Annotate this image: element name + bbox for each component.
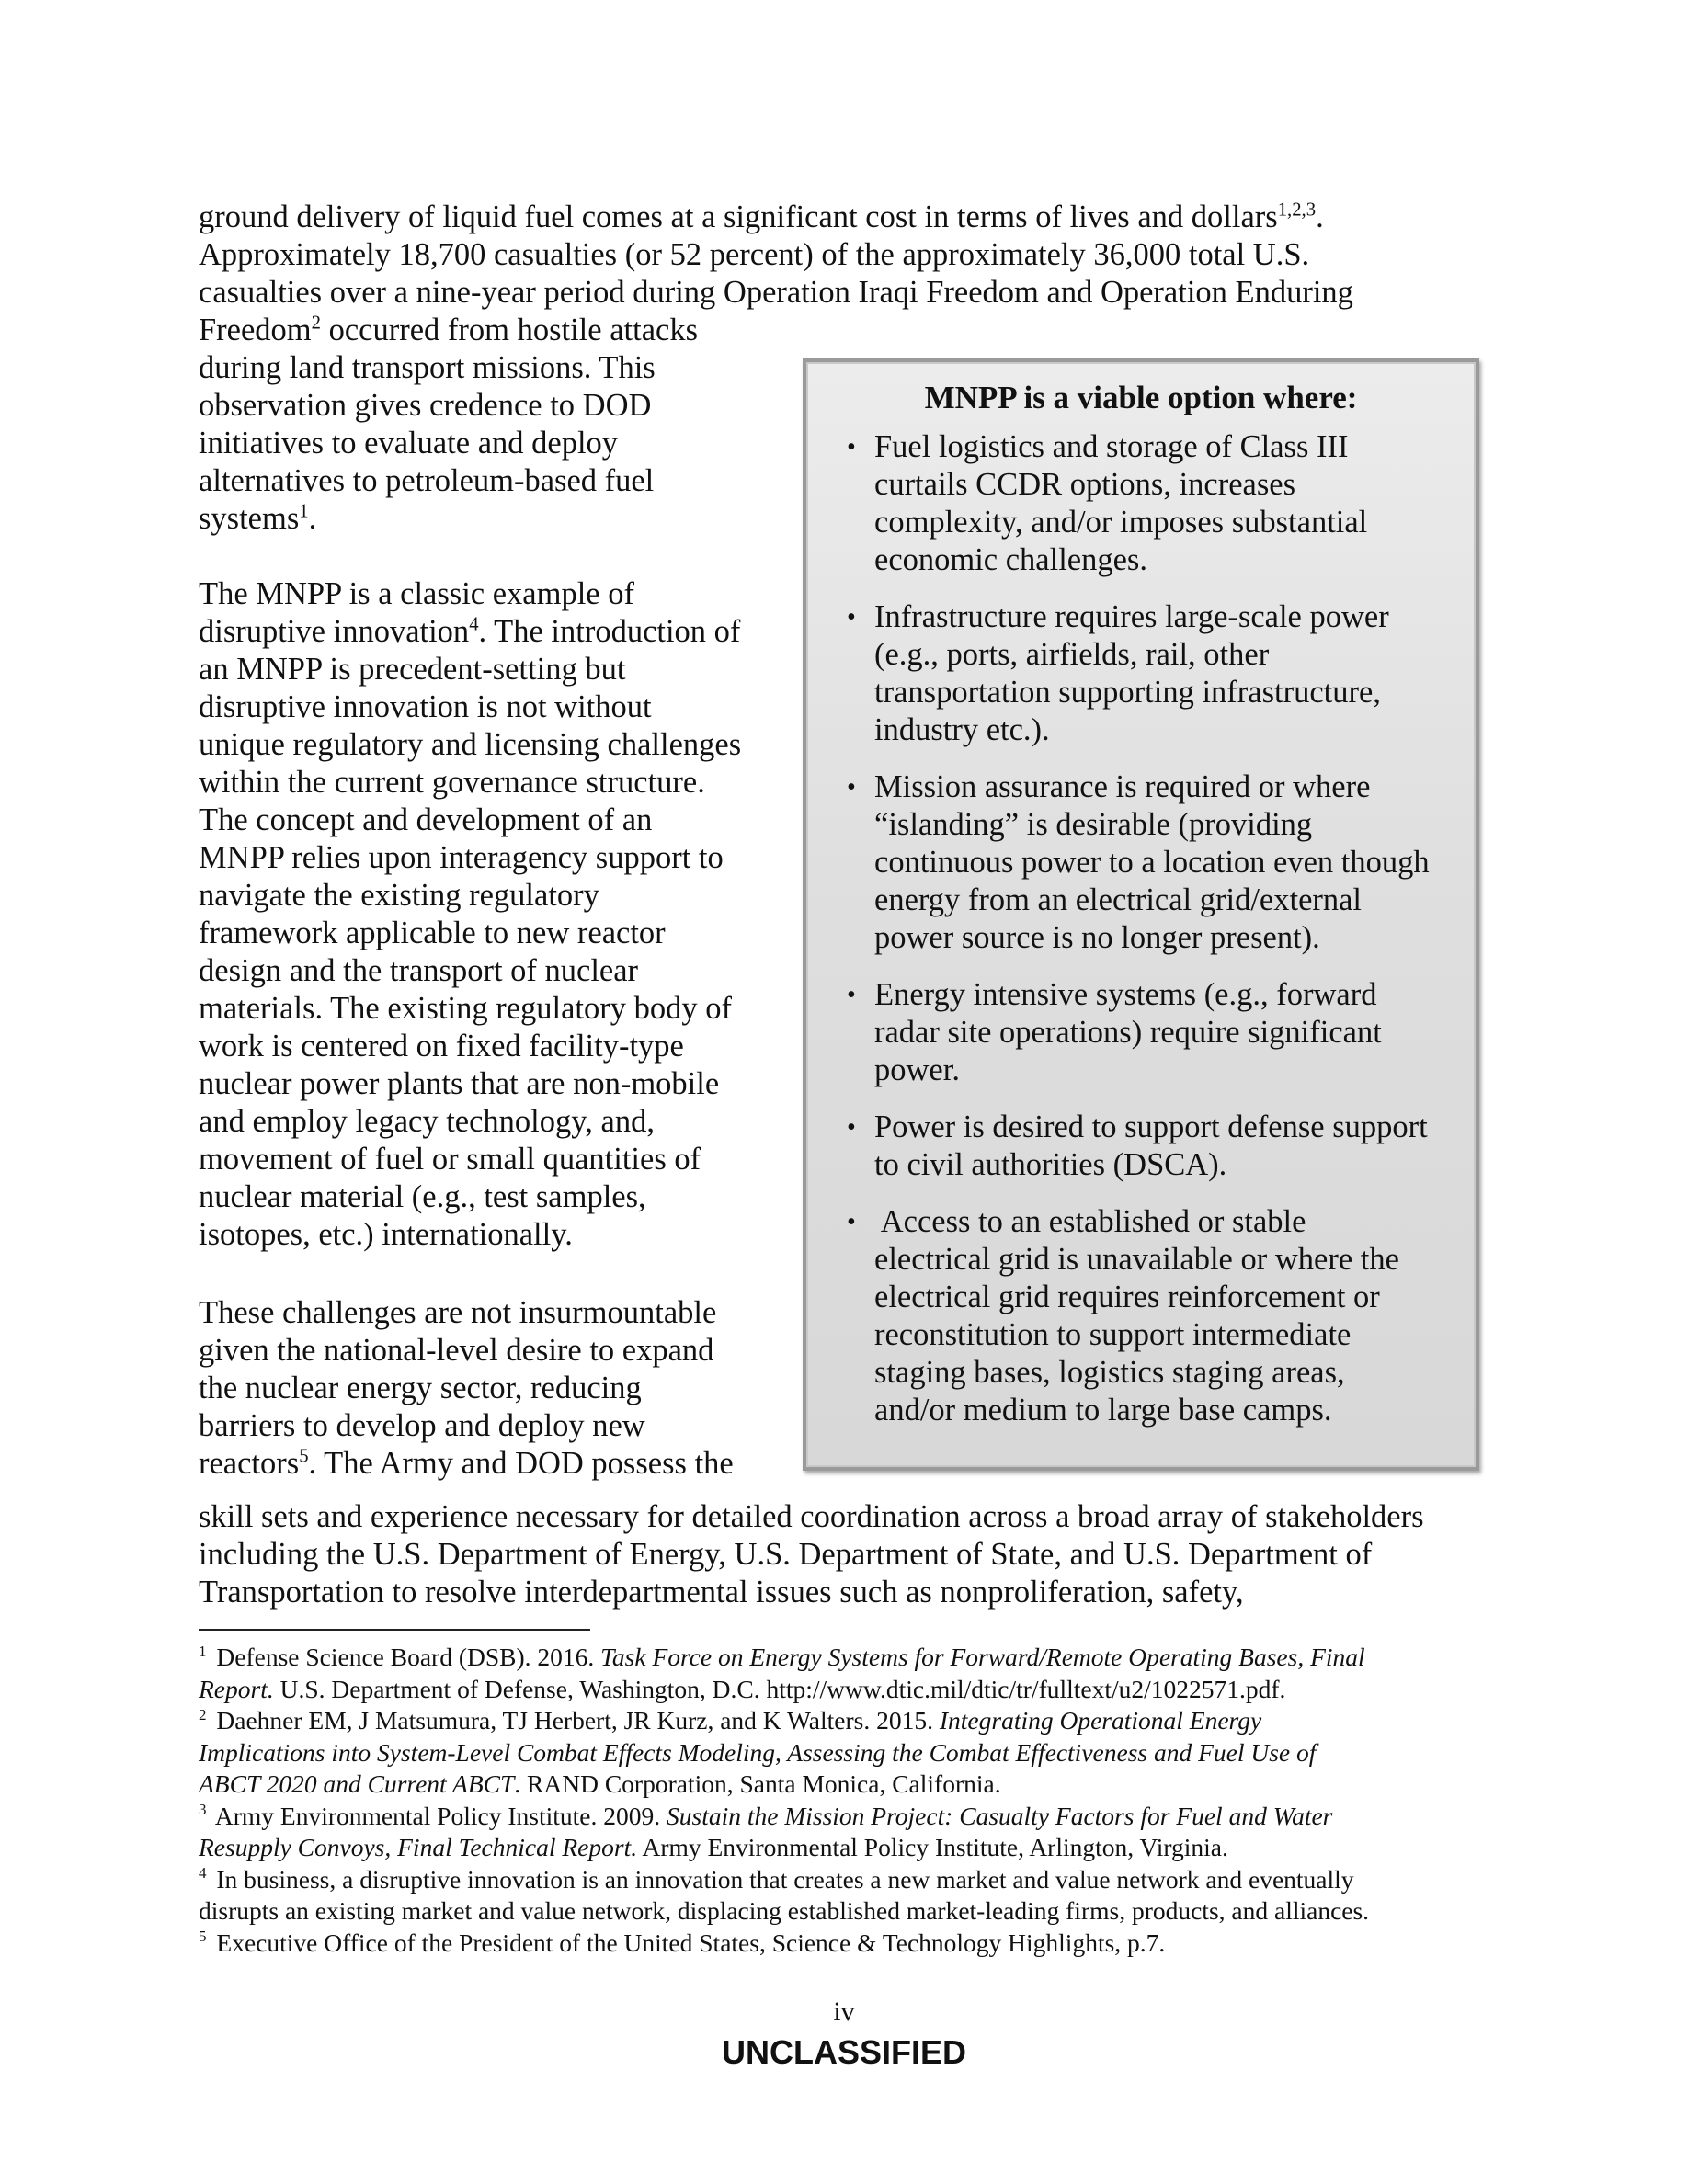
callout-bullet-mission-assurance: • Mission assurance is required or where “islanding” is desirable (providing continuous power to a location even though energy from an electrical grid/external power source is no longer present). xyxy=(847,769,1430,955)
footnote-3: $^3$ Army Environmental Policy Institute. 2009. Sustain the Mission Project: Casualty Factors for Fuel and Water Resupply Convoys, Final Technical Report. Army Environmental Policy Institute, Arlington, Virginia. xyxy=(199,1801,1333,1861)
callout-title: MNPP is a viable option where: xyxy=(924,380,1358,415)
bullet-icon: • xyxy=(847,433,856,461)
bullet-icon: • xyxy=(847,981,856,1009)
page-number: iv xyxy=(833,1996,855,2027)
footnote-5: $^5$ Executive Office of the President of the United States, Science & Technology Highlights, p.7. xyxy=(199,1928,1166,1957)
callout-bullet-fuel-logistics: • Fuel logistics and storage of Class III curtails CCDR options, increases complexity, and/or imposes substantial economic challenges. xyxy=(847,429,1368,577)
challenges-paragraph: These challenges are not insurmountable given the national-level desire to expand the nuclear energy sector, reducing barriers to develop and deploy new reactors$^5$. The Army and DOD possess the xyxy=(199,1295,734,1481)
callout-bullet-infrastructure: • Infrastructure requires large-scale power (e.g., ports, airfields, rail, other transportation supporting infrastructure, industry etc.). xyxy=(847,599,1389,747)
classification-marking: UNCLASSIFIED xyxy=(721,2033,966,2071)
callout-bullet-list xyxy=(806,428,1476,1449)
mnpp-callout-box xyxy=(803,358,1479,1471)
footnote-1: $^1$ Defense Science Board (DSB). 2016. Task Force on Energy Systems for Forward/Remote Operating Bases, Final Report. U.S. Department of Defense, Washington, D.C. http://www.dtic.mil/dtic/tr/fulltext/u2/1022571.pdf. xyxy=(199,1642,1365,1703)
bullet-icon: • xyxy=(847,1208,856,1236)
intro-paragraph-continued: during land transport missions. This observation gives credence to DOD initiatives to evaluate and deploy alternatives to petroleum-based fuel systems$^1$. xyxy=(199,350,656,536)
footnote-4: $^4$ In business, a disruptive innovation is an innovation that creates a new market and value network and eventually disrupts an existing market and value network, displacing established market-leading firms, products, and alliances. xyxy=(199,1864,1370,1925)
bullet-icon: • xyxy=(847,1113,856,1142)
challenges-paragraph-continued: skill sets and experience necessary for detailed coordination across a broad array of stakeholders including the U.S. Department of Energy, U.S. Department of State, and U.S. Department of Transportation to resolve interdepartmental issues such as nonproliferation, safety, xyxy=(199,1499,1424,1610)
footnotes xyxy=(199,1642,1504,1959)
bullet-icon: • xyxy=(847,603,856,631)
callout-bullet-energy-intensive: • Energy intensive systems (e.g., forward radar site operations) require significant power. xyxy=(847,977,1382,1087)
footnote-2: $^2$ Daehner EM, J Matsumura, TJ Herbert, JR Kurz, and K Walters. 2015. Integrating Operational Energy Implications into System-Level Combat Effects Modeling, Assessing the Combat Effectiveness and Fuel Use of ABCT 2020 and Current ABCT. RAND Corporation, Santa Monica, California. xyxy=(199,1705,1317,1798)
intro-paragraph: ground delivery of liquid fuel comes at a significant cost in terms of lives and dollars$^{1,2,3}$. Approximately 18,700 casualties (or 52 percent) of the approximately 36,000 total U.S. casualties over a nine-year period during Operation Iraqi Freedom and Operation Enduring Freedom$^2$ occurred from hostile attacks xyxy=(199,199,1353,347)
disruptive-innovation-paragraph: The MNPP is a classic example of disruptive innovation$^4$. The introduction of an MNPP is precedent-setting but disruptive innovation is not without unique regulatory and licensing challenges within the current governance structure. The concept and development of an MNPP relies upon interagency support to navigate the existing regulatory framework applicable to new reactor design and the transport of nuclear materials. The existing regulatory body of work is centered on fixed facility-type nuclear power plants that are non-mobile and employ legacy technology, and, movement of fuel or small quantities of nuclear material (e.g., test samples, isotopes, etc.) internationally. xyxy=(199,576,742,1252)
bullet-icon: • xyxy=(847,773,856,802)
callout-bullet-dsca: • Power is desired to support defense support to civil authorities (DSCA). xyxy=(847,1109,1428,1182)
footnote-divider xyxy=(199,1629,590,1631)
callout-bullet-electrical-grid: • Access to an established or stable electrical grid is unavailable or where the electrical grid requires reinforcement or reconstitution to support intermediate staging bases, logistics staging areas, and/or medium to large base camps. xyxy=(847,1204,1399,1428)
